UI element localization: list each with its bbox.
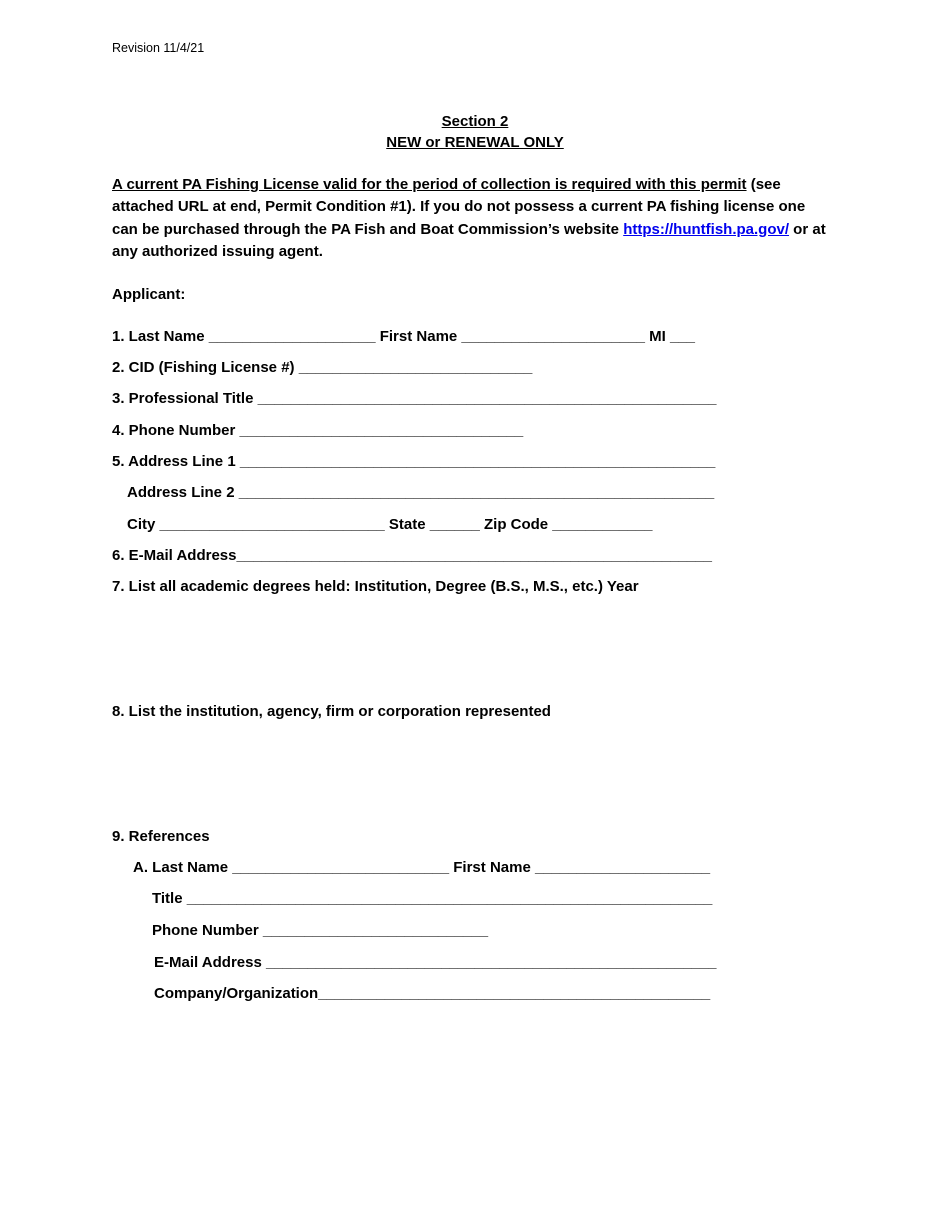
reference-name-row[interactable]: A. Last Name __________________________ First Name _____________________ [133, 859, 711, 876]
professional-title-field[interactable]: 3. Professional Title _______________________________________________________ [112, 390, 717, 407]
address-line-2-field[interactable]: Address Line 2 _________________________________________________________ [127, 484, 715, 501]
section-subtitle: NEW or RENEWAL ONLY [386, 134, 564, 151]
email-field[interactable]: 6. E-Mail Address_________________________________________________________ [112, 547, 712, 564]
cid-field[interactable]: 2. CID (Fishing License #) ____________________________ [112, 359, 533, 376]
license-notice [112, 174, 832, 263]
reference-email-field[interactable]: E-Mail Address ______________________________________________________ [154, 954, 717, 971]
references-label: 9. References [112, 828, 210, 845]
license-requirement: A current PA Fishing License valid for the period of collection is required with this permit [112, 176, 747, 193]
reference-phone-field[interactable]: Phone Number ___________________________ [152, 922, 489, 939]
name-field-row[interactable]: 1. Last Name ____________________ First Name ______________________ MI ___ [112, 328, 695, 345]
huntfish-link[interactable]: https://huntfish.pa.gov/ [623, 220, 790, 238]
reference-company-field[interactable]: Company/Organization_______________________________________________ [154, 985, 711, 1002]
address-line-1-field[interactable]: 5. Address Line 1 _________________________________________________________ [112, 453, 716, 470]
degrees-prompt: 7. List all academic degrees held: Institution, Degree (B.S., M.S., etc.) Year [112, 578, 639, 595]
phone-field[interactable]: 4. Phone Number __________________________________ [112, 422, 524, 439]
license-notice-text: (see attached URL at end, Permit Condition #1). If you do not possess a current PA fishing license one can be purchased through the PA Fish and Boat Commission’s website [112, 176, 806, 238]
section-title: Section 2 [441, 113, 509, 130]
revision-date: Revision 11/4/21 [112, 41, 205, 55]
reference-title-field[interactable]: Title _______________________________________________________________ [152, 890, 713, 907]
city-state-zip-row[interactable]: City ___________________________ State ______ Zip Code ____________ [127, 516, 653, 533]
applicant-label: Applicant: [112, 286, 186, 303]
license-notice-text-end: or at any authorized issuing agent. [112, 220, 826, 260]
institution-prompt: 8. List the institution, agency, firm or corporation represented [112, 703, 551, 720]
